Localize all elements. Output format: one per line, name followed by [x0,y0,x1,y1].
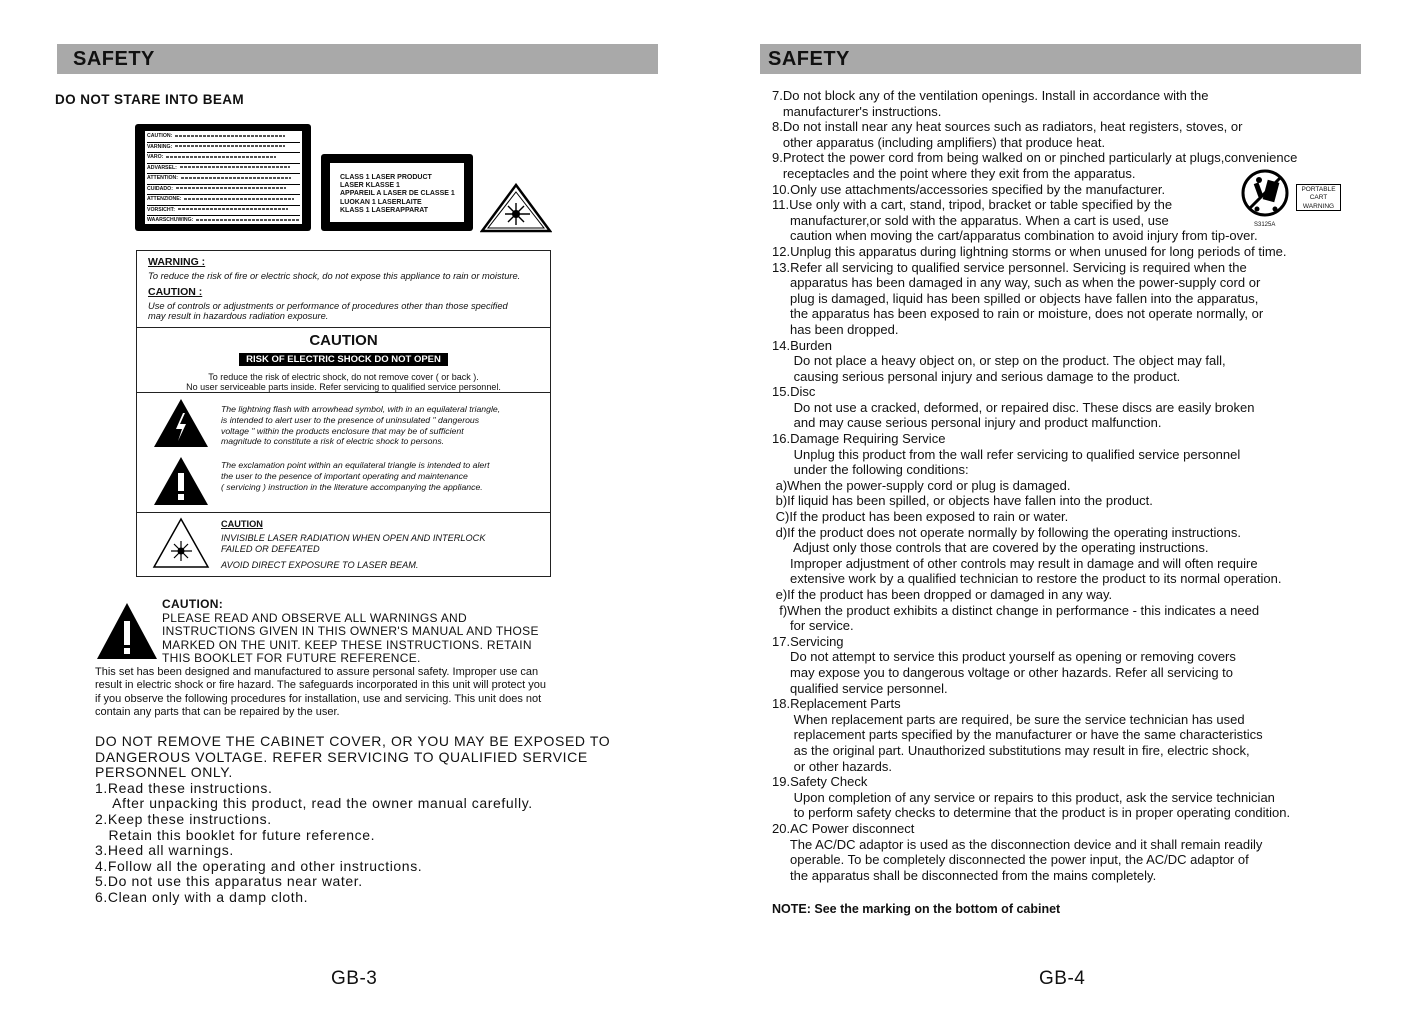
class1-line: LASER KLASSE 1 [340,182,400,190]
instruction-line: operable. To be completely disconnected the power input, the AC/DC adaptor of [772,852,1249,868]
instruction-line: the apparatus shall be disconnected from the mains completely. [772,867,1157,883]
paragraph-line: This set has been designed and manufactured to assure personal safety. Improper use can [95,666,539,678]
lightning-triangle-icon [152,397,210,449]
instruction-line: 18.Replacement Parts [772,696,901,712]
instruction-line: caution when moving the cart/apparatus combination to avoid injury from tip-over. [772,228,1258,244]
instruction-line: for service. [772,618,854,634]
instruction-line: under the following conditions: [772,462,969,478]
instruction-line: 14.Burden [772,337,832,353]
instruction-line: f)When the product exhibits a distinct change in performance - this indicates a need [772,602,1260,618]
safety-paragraph [95,666,546,720]
label-row-title: VARO: [147,154,164,160]
instruction-line: manufacturer's instructions. [772,103,942,119]
instruction-line: 9.Protect the power cord from being walked on or pinched particularly at plugs,convenience [772,150,1298,166]
label-rows [147,132,300,227]
laser-text: AVOID DIRECT EXPOSURE TO LASER BEAM. [221,560,419,570]
instruction-line: manufacturer,or sold with the apparatus. When a cart is used, use [772,212,1169,228]
instruction-line: Do not use a cracked, deformed, or repaired disc. These discs are easily broken [772,399,1255,415]
label-row [147,195,300,206]
label-row-title: CAUTION: [147,133,173,139]
label-row-title: ATTENTION: [147,175,179,181]
instruction-line: 2.Keep these instructions. [95,810,272,827]
instruction-line: 11.Use only with a cart, stand, tripod, bracket or table specified by the [772,197,1173,213]
instruction-line: a)When the power-supply cord or plug is damaged. [772,477,1071,493]
page-number-left: GB-3 [331,968,378,989]
instruction-line: to perform safety checks to determine that the product is in proper operating condition. [772,805,1291,821]
instruction-line: or other hazards. [772,758,892,774]
caution-heading: CAUTION [309,332,378,349]
instruction-line: 5.Do not use this apparatus near water. [95,873,363,890]
label-row-fineprint [181,177,291,179]
instruction-line: After unpacking this product, read the owner manual carefully. [95,795,533,812]
caution-text: may result in hazardous radiation exposure. [148,311,329,321]
instruction-line: Upon completion of any service or repairs to this product, ask the service technician [772,789,1275,805]
instruction-line: 10.Only use attachments/accessories specified by the manufacturer. [772,181,1166,197]
left-page-header: SAFETY [57,44,658,74]
class1-line: CLASS 1 LASER PRODUCT [340,174,432,181]
instruction-line: and may cause serious personal injury and product malfunction. [772,415,1162,431]
label-row-title: ATTENZIONE: [147,196,182,202]
label-row-fineprint [196,219,300,221]
paragraph-line: result in electric shock or fire hazard. The safeguards incorporated in this unit will protect you [95,679,547,692]
instruction-line: 20.AC Power disconnect [772,820,915,836]
shock-text: No user serviceable parts inside. Refer servicing to qualified service personnel. [186,382,501,392]
laser-caution-text [221,519,485,571]
label-row [147,153,300,164]
instruction-line: Unplug this product from the wall refer servicing to qualified service personnel [772,446,1241,462]
label-inner [145,131,302,224]
instruction-line: qualified service personnel. [772,680,948,696]
laser-section [137,513,550,575]
caution-block-title: CAUTION: [162,597,224,611]
laser-warning-icon [152,517,210,569]
instruction-line: DANGEROUS VOLTAGE. REFER SERVICING TO QUALIFIED SERVICE [95,748,588,765]
exclaim-description [221,460,531,492]
portable-cart-warning-label [1296,184,1341,211]
class1-line: LUOKAN 1 LASERLAITE [340,198,422,206]
label-row-title: VORSICHT: [147,206,175,213]
caution-title: CAUTION : [148,286,203,298]
label-row-fineprint [175,145,285,147]
label-row [147,206,300,217]
caution-block-line: INSTRUCTIONS GIVEN IN THIS OWNER'S MANUAL AND THOSE [162,624,539,638]
label-row-title: VARNING: [147,143,173,150]
warning-title: WARNING : [148,256,206,268]
cart-warning-line: PORTABLE [1301,186,1336,193]
instruction-line: d)If the product does not operate normally by following the operating instructions. [772,524,1241,540]
shock-text: To reduce the risk of electric shock, do not remove cover ( or back ). [208,372,479,382]
label-row [147,143,300,154]
instruction-line: receptacles and the point where they exit from the apparatus. [772,165,1136,181]
laser-hazard-icon [480,183,552,233]
instruction-line: 13.Refer all servicing to qualified service personnel. Servicing is required when the [772,259,1247,275]
instruction-line: Improper adjustment of other controls may result in damage and will often require [772,555,1258,571]
instruction-line: other apparatus (including amplifiers) that produce heat. [772,134,1106,150]
shock-section [137,328,550,393]
instruction-line: Retain this booklet for future reference. [95,826,376,843]
instruction-line: extensive work by a qualified technician to restore the product to its normal operation. [772,571,1282,587]
instruction-line: Do not attempt to service this product yourself as opening or removing covers [772,649,1236,665]
label-row-fineprint [180,166,290,168]
right-page-header: SAFETY [760,44,1361,74]
caution-block [162,598,539,666]
caution-text: Use of controls or adjustments or performance of procedures other than those specified [148,301,508,311]
instruction-line: 4.Follow all the operating and other instructions. [95,857,423,874]
caution-block-line: PLEASE READ AND OBSERVE ALL WARNINGS AND [162,610,467,625]
caution-block-line: THIS BOOKLET FOR FUTURE REFERENCE. [162,651,421,665]
instruction-line: 6.Clean only with a damp cloth. [95,888,309,905]
instruction-line: PERSONNEL ONLY. [95,764,233,781]
instruction-line: Adjust only those controls that are covered by the operating instructions. [772,540,1209,556]
instruction-line: The AC/DC adaptor is used as the disconnection device and it shall remain readily [772,836,1263,852]
caution-exclamation-icon [96,602,158,660]
lightning-line: is intended to alert user to the presence of uninsulated " dangerous [221,414,480,425]
laser-text: FAILED OR DEFEATED [221,544,320,554]
instruction-line: 19.Safety Check [772,774,868,790]
label-row [147,164,300,175]
instruction-line: 3.Heed all warnings. [95,842,234,859]
instruction-line: b)If liquid has been spilled, or objects have fallen into the product. [772,493,1153,509]
instruction-line: replacement parts specified by the manufacturer or have the same characteristics [772,727,1263,743]
warning-box [136,250,551,577]
shock-banner: RISK OF ELECTRIC SHOCK DO NOT OPEN [239,353,448,366]
label-row-title: ADVARSEL: [147,164,177,171]
exclaim-line: The exclamation point within an equilateral triangle is intended to alert [221,460,490,470]
cart-warning-line: WARNING [1302,202,1335,210]
exclaim-line: ( servicing ) instruction in the literature accompanying the appliance. [221,481,483,492]
instructions-list [95,734,610,906]
safety-instructions-list [772,88,1297,883]
instruction-line: 12.Unplug this apparatus during lightning storms or when unused for long periods of time. [772,243,1287,259]
instruction-line: e)If the product has been dropped or damaged in any way. [772,587,1113,602]
beam-warning-subtitle: DO NOT STARE INTO BEAM [55,92,245,107]
lightning-line: magnitude to constitute a risk of electric shock to persons. [221,436,445,447]
label-row-fineprint [184,198,294,200]
label-row-title: WAARSCHUWING: [147,217,194,223]
class1-laser-label [321,154,473,231]
paragraph-line: if you observe the following procedures for installation, use and servicing. This unit does not [95,692,542,705]
label-row [147,185,300,196]
label-row-fineprint [178,208,288,210]
instruction-line: When replacement parts are required, be sure the service technician has used [772,711,1245,727]
instruction-line: apparatus has been damaged in any way, such as when the power-supply cord or [772,275,1261,291]
instruction-line: 1.Read these instructions. [95,779,273,796]
lightning-line: voltage " within the products enclosure that may be of sufficient [221,425,464,436]
instruction-line: 15.Disc [772,384,816,400]
label-row-fineprint [166,156,276,158]
exclamation-triangle-icon [152,455,210,507]
class1-line: APPAREIL A LASER DE CLASSE 1 [340,190,455,198]
multilingual-caution-label [135,124,311,231]
symbols-section [137,393,550,513]
class1-label-inner [330,163,464,222]
label-row [147,216,300,227]
cart-tipover-icon [1237,169,1293,221]
instruction-line: has been dropped. [772,321,899,337]
label-row-fineprint [175,135,285,137]
instruction-line: 17.Servicing [772,633,844,649]
label-row-fineprint [176,187,286,189]
label-row [147,132,300,143]
instruction-line: may expose you to dangerous voltage or other hazards. Refer all servicing to [772,664,1234,680]
instruction-line: the apparatus has been exposed to rain or moisture, does not operate normally, or [772,306,1264,322]
laser-text: INVISIBLE LASER RADIATION WHEN OPEN AND INTERLOCK [221,533,486,543]
laser-caution-title: CAUTION [221,519,263,529]
instruction-line: plug is damaged, liquid has been spilled or objects have fallen into the apparatus, [772,290,1259,306]
warning-text: To reduce the risk of fire or electric shock, do not expose this appliance to rain or moisture. [148,271,521,281]
cart-warning-line: CART [1309,194,1328,202]
instruction-line: C)If the product has been exposed to rain or water. [772,509,1069,525]
cart-code: S3125A [1254,222,1276,228]
instruction-line: DO NOT REMOVE THE CABINET COVER, OR YOU MAY BE EXPOSED TO [95,733,611,749]
page-number-right: GB-4 [1039,968,1086,989]
instruction-line: 16.Damage Requiring Service [772,431,946,447]
instruction-line: 7.Do not block any of the ventilation openings. Install in accordance with the [772,88,1209,103]
label-row-title: CUIDADO: [147,185,173,192]
instruction-line: as the original part. Unauthorized substitutions may result in fire, electric shock, [772,742,1250,758]
bottom-note: NOTE: See the marking on the bottom of cabinet [772,902,1061,916]
caution-block-line: MARKED ON THE UNIT. KEEP THESE INSTRUCTIONS. RETAIN [162,637,532,652]
class1-line: KLASS 1 LASERAPPARAT [340,206,429,214]
instruction-line: causing serious personal injury and serious damage to the product. [772,368,1181,384]
warning-section [137,251,550,328]
exclaim-line: the user to the pesence of important operating and maintenance [221,470,468,481]
lightning-line: The lightning flash with arrowhead symbol, with in an equilateral triangle, [221,404,501,414]
label-row [147,174,300,185]
paragraph-line: contain any parts that can be repaired by the user. [95,706,340,719]
lightning-description [221,404,531,447]
instruction-line: 8.Do not install near any heat sources such as radiators, heat registers, stoves, or [772,119,1243,135]
instruction-line: Do not place a heavy object on, or step on the product. The object may fall, [772,353,1226,369]
